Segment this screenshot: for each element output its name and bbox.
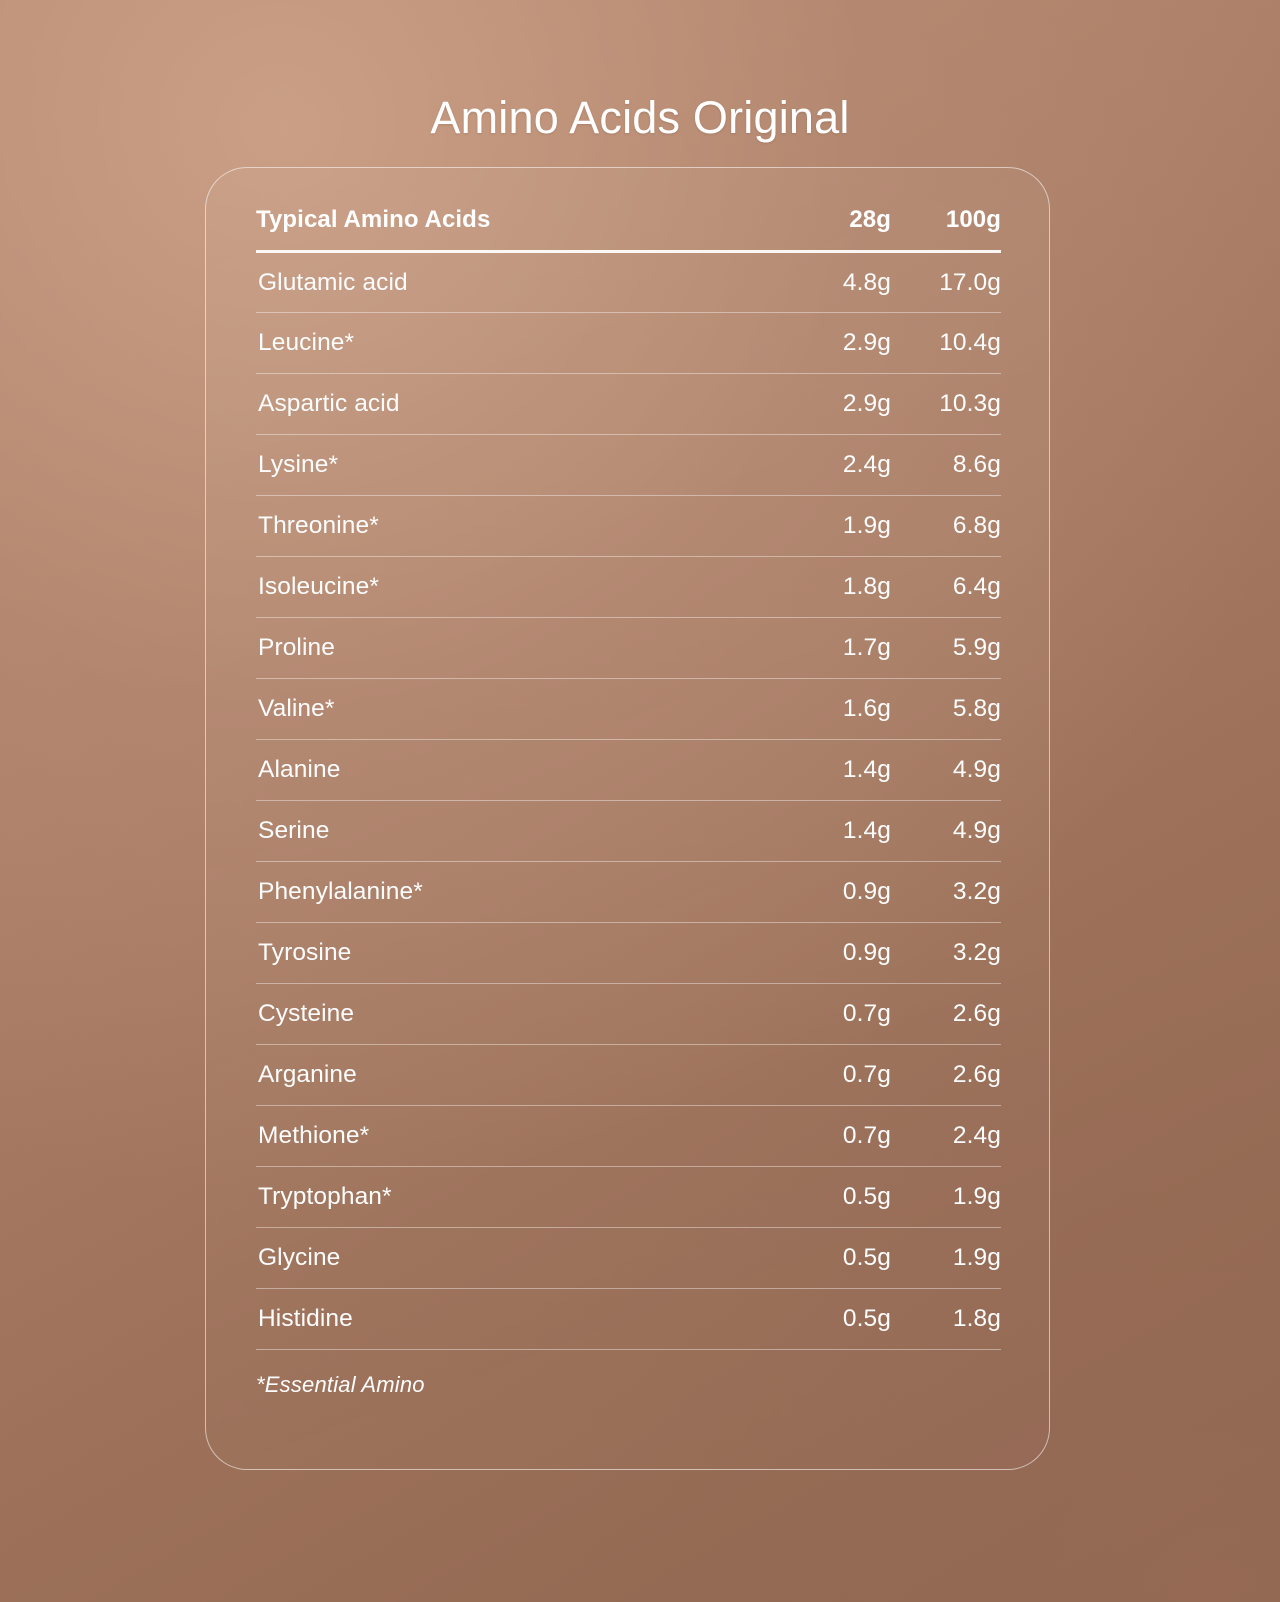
table-row <box>256 435 1001 496</box>
amino-per100-value: 1.9g <box>952 1183 1001 1210</box>
amino-name: Phenylalanine* <box>258 878 423 905</box>
amino-serving-value: 1.9g <box>842 512 891 539</box>
amino-serving-value: 1.7g <box>842 634 891 661</box>
amino-serving-value: 0.7g <box>842 1122 891 1149</box>
amino-per100-value: 3.2g <box>952 939 1001 966</box>
amino-per100-value: 6.4g <box>952 573 1001 600</box>
amino-name: Isoleucine* <box>258 573 379 600</box>
amino-serving-value: 2.4g <box>842 451 891 478</box>
table-row <box>256 740 1001 801</box>
amino-per100-value: 4.9g <box>952 756 1001 783</box>
table-row <box>256 1045 1001 1106</box>
essential-amino-footnote: *Essential Amino <box>256 1372 425 1397</box>
amino-per100-value: 5.9g <box>952 634 1001 661</box>
table-row <box>256 374 1001 435</box>
amino-per100-value: 4.9g <box>952 817 1001 844</box>
amino-serving-value: 0.5g <box>842 1305 891 1332</box>
amino-name: Glutamic acid <box>258 268 408 296</box>
table-row <box>256 1228 1001 1289</box>
amino-name: Histidine <box>258 1305 353 1332</box>
amino-per100-value: 10.3g <box>939 390 1001 417</box>
amino-name: Valine* <box>258 695 335 722</box>
table-row <box>256 313 1001 374</box>
amino-serving-value: 2.9g <box>842 329 891 356</box>
amino-serving-value: 0.9g <box>842 939 891 966</box>
amino-name: Alanine <box>258 756 341 783</box>
amino-acids-table <box>256 206 1001 1350</box>
amino-name: Tryptophan* <box>258 1183 392 1210</box>
table-row <box>256 1106 1001 1167</box>
table-row <box>256 984 1001 1045</box>
amino-serving-value: 0.5g <box>842 1244 891 1271</box>
amino-name: Proline <box>258 634 335 661</box>
amino-serving-value: 0.5g <box>842 1183 891 1210</box>
amino-per100-value: 2.4g <box>952 1122 1001 1149</box>
amino-per100-value: 17.0g <box>939 268 1001 296</box>
amino-per100-value: 1.9g <box>952 1244 1001 1271</box>
header-amino-acids: Typical Amino Acids <box>256 206 491 233</box>
amino-per100-value: 1.8g <box>952 1305 1001 1332</box>
page-title: Amino Acids Original <box>430 92 850 143</box>
header-per-100g: 100g <box>945 206 1001 233</box>
amino-name: Tyrosine <box>258 939 352 966</box>
amino-serving-value: 0.7g <box>842 1000 891 1027</box>
amino-name: Cysteine <box>258 1000 355 1027</box>
table-row <box>256 923 1001 984</box>
amino-serving-value: 1.8g <box>842 573 891 600</box>
table-row <box>256 862 1001 923</box>
table-row <box>256 496 1001 557</box>
amino-per100-value: 10.4g <box>939 329 1001 356</box>
amino-name: Methione* <box>258 1122 370 1149</box>
amino-name: Aspartic acid <box>258 390 400 417</box>
table-head <box>256 206 1001 252</box>
amino-serving-value: 0.9g <box>842 878 891 905</box>
table-row <box>256 801 1001 862</box>
table-row <box>256 679 1001 740</box>
amino-serving-value: 2.9g <box>842 390 891 417</box>
amino-per100-value: 5.8g <box>952 695 1001 722</box>
amino-serving-value: 1.6g <box>842 695 891 722</box>
amino-acids-table-wrapper <box>256 206 1001 1398</box>
amino-serving-value: 1.4g <box>842 756 891 783</box>
amino-name: Lysine* <box>258 451 339 478</box>
amino-name: Arganine <box>258 1061 357 1088</box>
amino-name: Serine <box>258 817 330 844</box>
table-row <box>256 557 1001 618</box>
table-row <box>256 618 1001 679</box>
amino-per100-value: 6.8g <box>952 512 1001 539</box>
header-serving: 28g <box>849 206 891 233</box>
table-row <box>256 252 1001 313</box>
amino-per100-value: 2.6g <box>952 1061 1001 1088</box>
table-row <box>256 1167 1001 1228</box>
amino-serving-value: 1.4g <box>842 817 891 844</box>
amino-name: Glycine <box>258 1244 341 1271</box>
amino-per100-value: 2.6g <box>952 1000 1001 1027</box>
table-header-row <box>256 206 1001 252</box>
amino-acids-card <box>205 167 1050 1470</box>
amino-name: Leucine* <box>258 329 355 356</box>
amino-serving-value: 4.8g <box>842 268 891 296</box>
amino-serving-value: 0.7g <box>842 1061 891 1088</box>
amino-name: Threonine* <box>258 512 379 539</box>
amino-per100-value: 3.2g <box>952 878 1001 905</box>
table-body <box>256 252 1001 1350</box>
table-row <box>256 1289 1001 1350</box>
amino-per100-value: 8.6g <box>952 451 1001 478</box>
